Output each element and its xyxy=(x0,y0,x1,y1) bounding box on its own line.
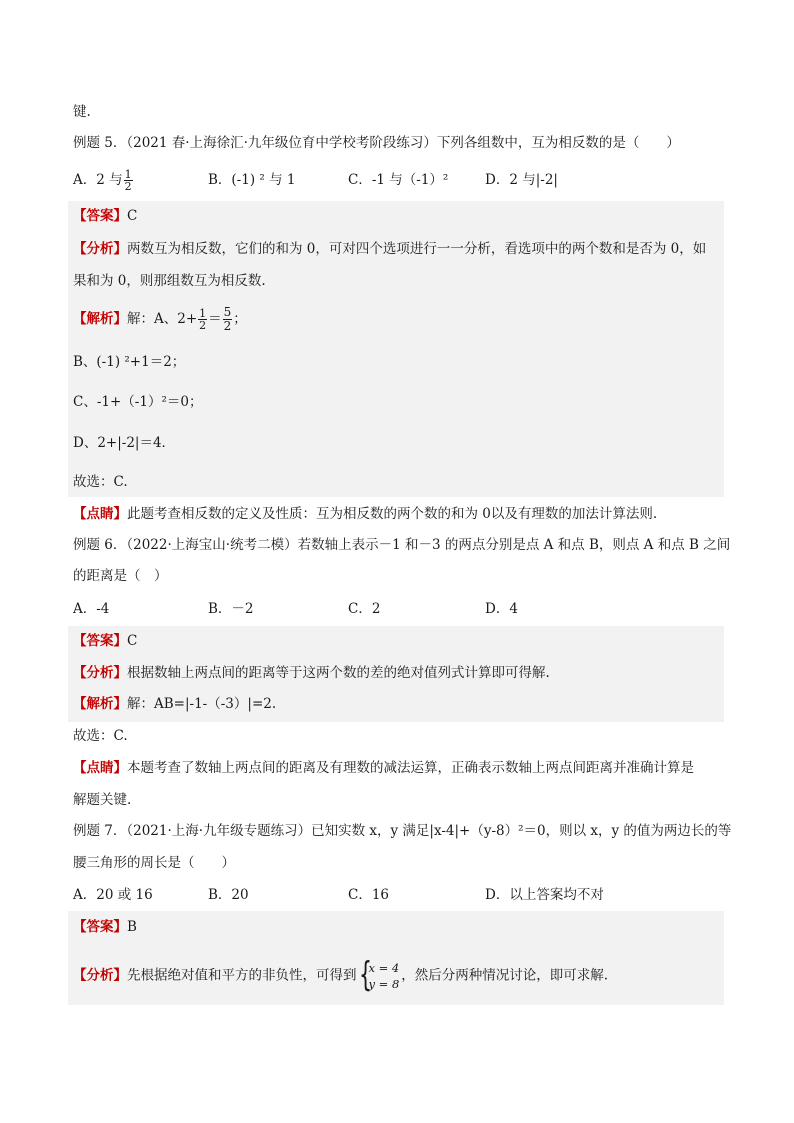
ex6-option-c: C．2 xyxy=(348,601,381,617)
equation-system: { x = 4 y = 8 xyxy=(358,955,400,995)
ex7-stem-line2: 腰三角形的周长是（ ） xyxy=(73,855,235,871)
ex5-review: 【点睛】此题考查相反数的定义及性质：互为相反数的两个数的和为 0以及有理数的加法计算法则. xyxy=(73,506,658,522)
ex6-answer: 【答案】C xyxy=(73,633,138,649)
ex6-review-line2: 解题关键. xyxy=(73,792,132,808)
ex5-option-c: C．-1 与（-1）² xyxy=(348,172,449,188)
ex6-stem-line1: 例题 6．（2022·上海宝山·统考二模）若数轴上表示－1 和－3 的两点分别是点 A 和点 B，则点 A 和点 B 之间 xyxy=(73,537,731,553)
ex7-option-d: D．以上答案均不对 xyxy=(485,887,604,903)
ex7-option-b: B．20 xyxy=(208,887,249,903)
ex5-option-a: A．2 与 $\frac{1}{2}$ xyxy=(73,168,132,193)
ex5-analysis-line2: 果和为 0，则那组数互为相反数. xyxy=(73,273,266,289)
ex6-stem-line2: 的距离是（ ） xyxy=(73,568,168,584)
left-brace-icon: { xyxy=(358,955,372,995)
ex5-solution-c: C、-1+（-1）²＝0； xyxy=(73,394,203,410)
ex6-option-d: D．4 xyxy=(485,601,518,617)
ex7-analysis: 【分析】先根据绝对值和平方的非负性，可得到 { x = 4 y = 8 ，然后分两种情况讨论，即可求解. xyxy=(73,955,609,995)
ex5-solution-fraction-1: $\frac{1}{2}$ xyxy=(199,307,207,332)
ex6-option-a: A．-4 xyxy=(73,601,110,617)
ex5-solution-line1: 【解析】解：A、2+ $\frac{1}{2}$ ＝ $\frac{5}{2}$ ； xyxy=(73,305,247,333)
ex6-option-b: B．－2 xyxy=(208,601,254,617)
ex5-analysis-line1: 【分析】两数互为相反数，它们的和为 0，可对四个选项进行一一分析，看选项中的两个数和是否为 0，如 xyxy=(73,241,707,257)
ex5-answer: 【答案】C xyxy=(73,208,138,224)
ex7-answer: 【答案】B xyxy=(73,919,137,935)
ex5-solution-d: D、2+|-2|＝4． xyxy=(73,435,176,451)
ex5-choose: 故选：C. xyxy=(73,474,128,490)
ex6-review-line1: 【点睛】本题考查了数轴上两点间的距离及有理数的减法运算，正确表示数轴上两点间距离并准确计算是 xyxy=(73,760,694,776)
ex5-stem: 例题 5．（2021 春·上海徐汇·九年级位育中学校考阶段练习）下列各组数中，互为相反数的是（ ） xyxy=(73,135,680,151)
ex5-option-d: D．2 与|-2| xyxy=(485,172,558,188)
ex5-option-a-fraction: $\frac{1}{2}$ xyxy=(124,168,132,193)
ex7-option-c: C．16 xyxy=(348,887,390,903)
ex5-solution-fraction-2: $\frac{5}{2}$ xyxy=(223,305,232,333)
ex4-tail: 键. xyxy=(73,104,91,120)
ex5-option-b: B．(-1) ² 与 1 xyxy=(208,172,296,188)
ex5-solution-b: B、(-1) ²+1＝2； xyxy=(73,354,186,370)
ex6-analysis: 【分析】根据数轴上两点间的距离等于这两个数的差的绝对值列式计算即可得解. xyxy=(73,665,550,681)
ex7-stem-line1: 例题 7．（2021·上海·九年级专题练习）已知实数 x，y 满足|x-4|+（y-8）²＝0，则以 x，y 的值为两边长的等 xyxy=(73,823,732,839)
ex7-option-a: A．20 或 16 xyxy=(73,887,153,903)
ex6-solution: 【解析】解：AB=|-1-（-3）|=2. xyxy=(73,696,277,712)
ex6-choose: 故选：C. xyxy=(73,728,128,744)
